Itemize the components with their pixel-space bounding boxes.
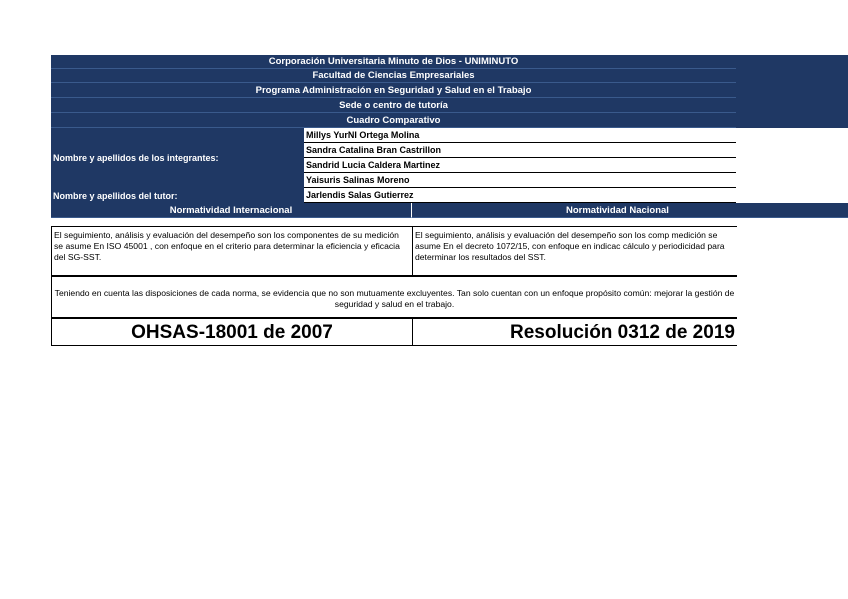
header-extension — [736, 55, 848, 128]
column-header-international: Normatividad Internacional — [51, 203, 412, 218]
member-name: Sandra Catalina Bran Castrillon — [304, 143, 736, 158]
norm-national: Resolución 0312 de 2019 — [412, 318, 737, 346]
title-sede: Sede o centro de tutoría — [51, 98, 736, 113]
tutor-label: Nombre y apellidos del tutor: — [51, 188, 304, 203]
title-faculty: Facultad de Ciencias Empresariales — [51, 69, 736, 83]
member-name: Millys YurNI Ortega Molina — [304, 128, 736, 143]
members-label: Nombre y apellidos de los integrantes: — [51, 128, 304, 188]
member-name: Sandrid Lucia Caldera Martinez — [304, 158, 736, 173]
column-header-national: Normatividad Nacional — [412, 203, 848, 218]
title-program: Programa Administración en Seguridad y Salud en el Trabajo — [51, 83, 736, 98]
norm-international: OHSAS-18001 de 2007 — [51, 318, 413, 346]
tutor-name: Jarlendis Salas Gutierrez — [304, 188, 736, 203]
title-university: Corporación Universitaria Minuto de Dios - UNIMINUTO — [51, 55, 736, 69]
conclusion-text: Teniendo en cuenta las disposiciones de cada norma, se evidencia que no son mutuamente excluyentes. Tan solo cuentan con un enfoque propósito común: mejorar la gestión de seguridad y salud en el trabajo. — [51, 276, 737, 318]
title-cuadro: Cuadro Comparativo — [51, 113, 736, 128]
content-national: El seguimiento, análisis y evaluación del desempeño son los comp medición se asume En el decreto 1072/15, con enfoque en indicac cálculo y periodicidad para determinar los resultados del SST. — [412, 226, 737, 276]
member-name: Yaisuris Salinas Moreno — [304, 173, 736, 188]
content-international: El seguimiento, análisis y evaluación del desempeño son los componentes de su medición se asume En ISO 45001 , con enfoque en el criterio para determinar la eficiencia y eficacia del SG-SST. — [51, 226, 413, 276]
